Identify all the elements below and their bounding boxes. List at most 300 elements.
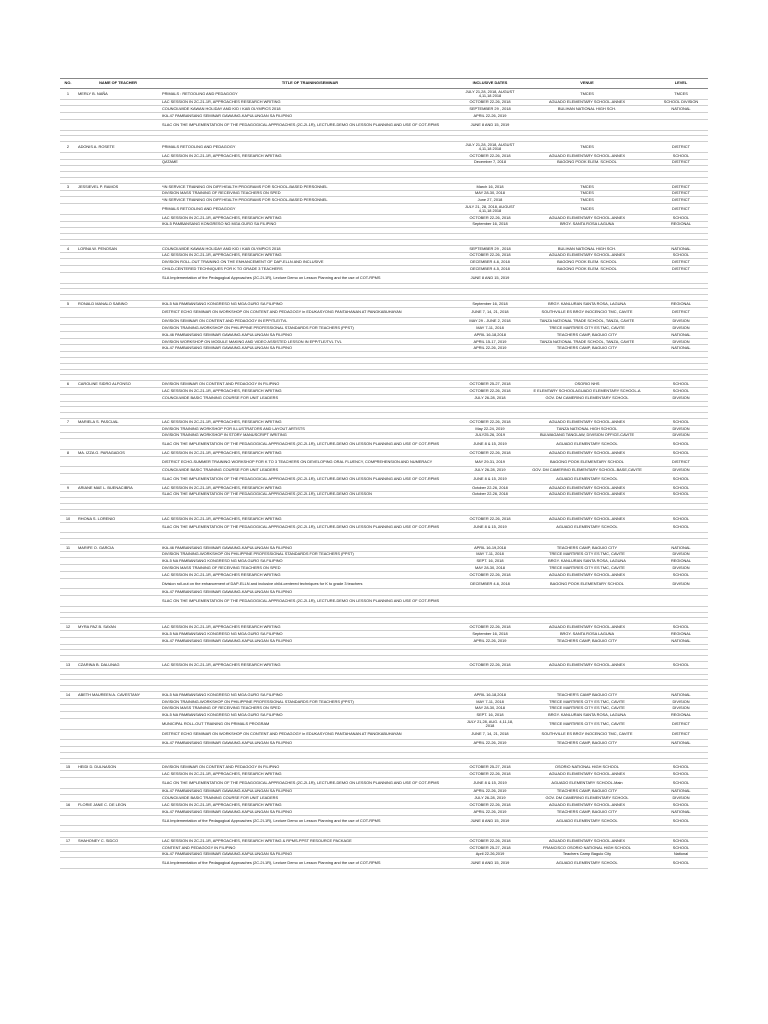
cell-training-title: IKA-47 PAMBANSANG SEMINAR GAWAING-KAPULUNGAN SA FILIPINO <box>160 345 460 352</box>
cell-no <box>60 778 76 789</box>
table-row <box>60 815 708 826</box>
cell-level: DIVISION <box>654 698 708 705</box>
cell-inclusive-dates: SEPTEMBER 29 , 2018 <box>460 245 520 252</box>
cell-no <box>60 558 76 565</box>
cell-teacher-name <box>76 578 160 589</box>
cell-training-title: LAC SESSION IN 2C-21-1R, APPROACHES, RESEARCH WRITING <box>160 802 460 809</box>
cell-inclusive-dates: MAY 7-11, 2018 <box>460 698 520 705</box>
cell-inclusive-dates: JULY 21,28, 2018, AUGUST 4,11,18 2018 <box>460 142 520 153</box>
table-row <box>60 858 708 869</box>
table-body <box>60 89 708 869</box>
cell-teacher-name: CAROLINE SIDRO ALFONSO <box>76 381 160 388</box>
cell-level: SCHOOL <box>654 764 708 771</box>
cell-level: SCHOOL <box>654 771 708 778</box>
cell-inclusive-dates: OCTOBER 22-26, 2018 <box>460 802 520 809</box>
cell-venue: BRGY. KANLURAN SANTA ROSA, LAGUNA <box>520 558 654 565</box>
cell-training-title: *IN SERVICE TRAINING ON DIFF.HEALTH PROGRAMS FOR SCHOOL-BASED PERSONNEL <box>160 197 460 204</box>
table-row <box>60 252 708 259</box>
cell-inclusive-dates: OCTOBER 22-26, 2018 <box>460 450 520 457</box>
header-venue: VENUE <box>520 79 654 89</box>
table-row <box>60 838 708 845</box>
cell-level: NATIONAL <box>654 544 708 551</box>
cell-level: TMCES <box>654 89 708 100</box>
cell-venue: TMCES <box>520 183 654 190</box>
cell-venue: BAGONG POOK ELEM. SCHOOL <box>520 266 654 273</box>
cell-inclusive-dates: DECEMBER 4-6, 2018 <box>460 259 520 266</box>
cell-level: DIVISION <box>654 425 708 432</box>
cell-no: 3 <box>60 183 76 190</box>
cell-no: 10 <box>60 515 76 522</box>
cell-inclusive-dates: JUNE 8 & 15, 2019 <box>460 474 520 485</box>
cell-teacher-name <box>76 119 160 130</box>
cell-training-title: DIVISION SEMINAR ON CONTENT AND PEDAGOGY IN FILIPINO <box>160 381 460 388</box>
cell-inclusive-dates: JUNE 7, 14, 21, 2018 <box>460 307 520 318</box>
cell-inclusive-dates: OCTOBER 22-26, 2018 <box>460 419 520 426</box>
cell-teacher-name <box>76 394 160 401</box>
cell-teacher-name: CZARINA B. DALUNAG <box>76 661 160 668</box>
cell-training-title: LAC SESSION IN 2C-21-1R, APPROACHES, RESEARCH WRITING & RPMS-PPST RESOURCE PACKAGE <box>160 838 460 845</box>
cell-level: NATIONAL <box>654 106 708 113</box>
cell-training-title: IKA-47 PAMBANSANG SEMINAR GAWAING-KAPULUNGAN SA FILIPINO <box>160 809 460 816</box>
cell-inclusive-dates: SEPTEMBER 29 , 2018 <box>460 106 520 113</box>
cell-venue: AGUADO ELEMENTARY SCHOOL-ANNEX <box>520 419 654 426</box>
cell-inclusive-dates: October 22-26, 2018 <box>460 484 520 491</box>
table-row <box>60 565 708 572</box>
cell-inclusive-dates: APRIL 22-26, 2019 <box>460 740 520 747</box>
cell-training-title: IKA-5 NA PAMBANSANG KONGRESO NG MGA GURO SA FILIPINO <box>160 691 460 698</box>
cell-training-title: LAC SESSION IN 2C-21-1R, APPROACHES, RESEARCH WRITING <box>160 214 460 221</box>
cell-no <box>60 425 76 432</box>
cell-inclusive-dates: DECEMBER 4-5, 2018 <box>460 266 520 273</box>
cell-level <box>654 119 708 130</box>
cell-venue: TMCES <box>520 190 654 197</box>
cell-level: NATIONAL <box>654 331 708 338</box>
cell-inclusive-dates: APRIL 22-26, 2019 <box>460 113 520 120</box>
cell-level: DISTRICT <box>654 190 708 197</box>
cell-venue: TRECE MARTIRES CITY ES TMC, CAVITE <box>520 719 654 730</box>
cell-level: SCHOOL <box>654 778 708 789</box>
cell-level: SCHOOL <box>654 624 708 631</box>
cell-teacher-name <box>76 456 160 467</box>
cell-teacher-name <box>76 338 160 345</box>
cell-venue: TEACHERS CAMP, BAGUIO CITY <box>520 331 654 338</box>
cell-teacher-name <box>76 204 160 215</box>
cell-teacher-name <box>76 252 160 259</box>
cell-teacher-name: RHONA S. LORENIO <box>76 515 160 522</box>
cell-inclusive-dates: MAY 28-30, 2018 <box>460 190 520 197</box>
cell-inclusive-dates: APRIL 15-17, 2019 <box>460 338 520 345</box>
cell-training-title: IKA-47 PAMBANSANG SEMINAR GAWAING-KAPULUNGAN SA FILIPINO <box>160 113 460 120</box>
cell-teacher-name: MYRA PAZ B. SAYAN <box>76 624 160 631</box>
table-row <box>60 484 708 491</box>
table-row <box>60 844 708 851</box>
cell-inclusive-dates: March 16, 2018 <box>460 183 520 190</box>
cell-training-title: DISTRICT ECHO-SUMMER TRAINING WORKSHOP FOR K TO 3 TEACHERS ON DEVELOPING ORAL FLUENCY, COMPREHENSION AND NUMERACY <box>160 456 460 467</box>
table-row <box>60 142 708 153</box>
cell-no <box>60 596 76 607</box>
cell-training-title: DIVISION MASS TRAINING OF RECEIVING TEACHERS ON SPED <box>160 565 460 572</box>
cell-training-title: IKA-47 PAMBANSANG SEMINAR GAWAING-KAPULUNGAN SA FILIPINO <box>160 851 460 858</box>
training-table <box>60 78 708 869</box>
cell-level: NATIONAL <box>654 740 708 747</box>
cell-level: SCHOOL DIVISION <box>654 99 708 106</box>
cell-training-title: LAC SESSION IN 2C-21-1R, APPROACHES RESEARCH WRITING <box>160 661 460 668</box>
table-row <box>60 450 708 457</box>
cell-training-title: DIVISION WORKSHOP ON MODULE MAKING AND VIDEO ASSISTED LESSON IN EPP/TLE/TVL TVL <box>160 338 460 345</box>
cell-level: NATIONAL <box>654 788 708 795</box>
cell-teacher-name <box>76 844 160 851</box>
cell-no: 17 <box>60 838 76 845</box>
cell-level: DISTRICT <box>654 456 708 467</box>
cell-level: DISTRICT <box>654 719 708 730</box>
table-row <box>60 318 708 325</box>
cell-no <box>60 578 76 589</box>
cell-no <box>60 844 76 851</box>
cell-training-title: LAC SESSION IN 2C-21-1R, APPROACHES, RESEARCH WRITING <box>160 771 460 778</box>
cell-level: DIVISION <box>654 578 708 589</box>
cell-level: SCHOOL <box>654 522 708 533</box>
cell-training-title: IKA-46 PAMBANSANG SEMINAR GAWAING-KAPULUNGAN SA FILIPINO <box>160 544 460 551</box>
cell-level: SCHOOL <box>654 844 708 851</box>
cell-teacher-name: HEIDI D. DULNASON <box>76 764 160 771</box>
cell-no <box>60 152 76 159</box>
cell-inclusive-dates: JULY 21,28, AUG. 4,11,18, 2018 <box>460 719 520 730</box>
cell-inclusive-dates: JULY 26-28, 2019 <box>460 795 520 802</box>
cell-venue: AGUADO ELEMENTARY SCHOOL-ANNEX <box>520 152 654 159</box>
cell-inclusive-dates: APRIL 22-26, 2019 <box>460 809 520 816</box>
cell-level: REGIONAL <box>654 712 708 719</box>
cell-venue: BULIHAN NATIONAL HIGH SCH. <box>520 245 654 252</box>
table-row <box>60 388 708 395</box>
cell-venue <box>520 119 654 130</box>
cell-no <box>60 307 76 318</box>
table-row <box>60 439 708 450</box>
cell-inclusive-dates: MAY 7-11, 2018 <box>460 551 520 558</box>
cell-teacher-name <box>76 565 160 572</box>
cell-inclusive-dates: OCTOBER 25-27, 2018 <box>460 381 520 388</box>
cell-venue: AGUADO ELEMENTARY SCHOOL <box>520 815 654 826</box>
table-row <box>60 551 708 558</box>
cell-teacher-name: ADONIS A. ROSETE <box>76 142 160 153</box>
cell-teacher-name <box>76 159 160 166</box>
cell-no <box>60 456 76 467</box>
table-row <box>60 809 708 816</box>
cell-no: 11 <box>60 544 76 551</box>
cell-venue: TANZA NATIONAL TRADE SCHOOL, TANZA, CAVITE <box>520 338 654 345</box>
cell-teacher-name <box>76 432 160 439</box>
table-row <box>60 624 708 631</box>
cell-teacher-name <box>76 719 160 730</box>
cell-inclusive-dates: APRIL 16-18,2018 <box>460 691 520 698</box>
table-row <box>60 394 708 401</box>
cell-inclusive-dates: DECEMBER 4-6, 2018 <box>460 578 520 589</box>
cell-level: NATIONAL <box>654 345 708 352</box>
cell-no <box>60 571 76 578</box>
cell-no <box>60 197 76 204</box>
cell-no <box>60 705 76 712</box>
cell-training-title: IKA-5 NA PAMBANSANG KONGRESO NG MGA GURO SA FILIPINO <box>160 300 460 307</box>
cell-no <box>60 771 76 778</box>
cell-no <box>60 522 76 533</box>
table-row <box>60 740 708 747</box>
cell-teacher-name: JESSIEVEL P. RAMOS <box>76 183 160 190</box>
cell-venue: GOV. DM CAMERINO ELEMENTARY SCHOOL <box>520 795 654 802</box>
cell-training-title: LAC SESSION IN 2C-21-1R, APPROACHES, RESEARCH WRITING <box>160 484 460 491</box>
header-dates: INCLUSIVE DATES <box>460 79 520 89</box>
cell-inclusive-dates: APRIL 22-26, 2019 <box>460 788 520 795</box>
cell-teacher-name <box>76 596 160 607</box>
cell-level: NATIONAL <box>654 637 708 644</box>
cell-level: SCHOOL <box>654 491 708 498</box>
cell-inclusive-dates: JUNE 8 AND 15, 2019 <box>460 272 520 283</box>
cell-level <box>654 272 708 283</box>
cell-inclusive-dates: OCTOBER 22-26, 2018 <box>460 388 520 395</box>
cell-venue: OSORIO NHS <box>520 381 654 388</box>
cell-training-title: DISTRICT ECHO SEMINAR ON WORKSHOP ON CONTENT AND PEDAGOGY in EDUKASYONG PANTAHANAN AT PANGKABUHAYAN <box>160 307 460 318</box>
cell-training-title: LAC SESSION IN 2C-21-1R, APPROACHES, RESEARCH WRITING <box>160 419 460 426</box>
cell-no: 16 <box>60 802 76 809</box>
cell-no <box>60 325 76 332</box>
cell-level: DIVISION <box>654 705 708 712</box>
table-row <box>60 419 708 426</box>
cell-no: 7 <box>60 419 76 426</box>
cell-level: DISTRICT <box>654 729 708 740</box>
cell-venue: TRECE MARTIRES CITY ES TMC, CAVITE <box>520 325 654 332</box>
cell-venue: AGUADO ELEMENTARY SCHOOL-ANNEX <box>520 771 654 778</box>
cell-venue: TANZA NATIONAL HIGH SCHOOL <box>520 425 654 432</box>
cell-venue <box>520 589 654 596</box>
cell-venue: AGUADO ELEMENTARY SCHOOL-ANNEX <box>520 252 654 259</box>
cell-teacher-name: RONALD MANALO SABINO <box>76 300 160 307</box>
cell-inclusive-dates: OCTOBER 22-26, 2018 <box>460 661 520 668</box>
cell-teacher-name <box>76 214 160 221</box>
cell-inclusive-dates: September 16, 2018 <box>460 221 520 228</box>
cell-no <box>60 474 76 485</box>
cell-training-title: SLAC ON THE IMPLEMENTATION OF THE PEDAGOGICAL APPROACHES (2C-2I-1R), LECTURE-DEMO ON LESSON PLANNING AND USE OF COT-RPMS <box>160 119 460 130</box>
cell-no <box>60 266 76 273</box>
cell-no <box>60 729 76 740</box>
cell-inclusive-dates: OCTOBER 22-26, 2018 <box>460 99 520 106</box>
cell-no <box>60 331 76 338</box>
cell-no <box>60 119 76 130</box>
cell-venue: AGUADO ELEMENTARY SCHOOL-ANNEX <box>520 802 654 809</box>
cell-training-title: COUNCILWIDE BASIC TRAINING COURSE FOR UNIT LEADERS <box>160 795 460 802</box>
table-row <box>60 338 708 345</box>
table-row <box>60 331 708 338</box>
cell-training-title: DIVISION MASS TRAINING OF RECEIVING TEACHERS ON SPED <box>160 190 460 197</box>
cell-teacher-name <box>76 467 160 474</box>
cell-teacher-name <box>76 522 160 533</box>
table-row <box>60 381 708 388</box>
cell-no <box>60 113 76 120</box>
cell-teacher-name <box>76 318 160 325</box>
cell-inclusive-dates: APRIL 22-26, 2019 <box>460 637 520 644</box>
cell-no <box>60 345 76 352</box>
cell-venue: AGUADO ELEMENTARY SCHOOL-ANNEX <box>520 214 654 221</box>
table-row <box>60 719 708 730</box>
cell-venue: TEACHERS CAMP, BAGUIO CITY <box>520 788 654 795</box>
cell-training-title: DIVISION TRAINING WORKSHOP IN STORY MANUSCRIPT WRITING <box>160 432 460 439</box>
cell-level: DISTRICT <box>654 159 708 166</box>
cell-no <box>60 204 76 215</box>
cell-inclusive-dates <box>460 589 520 596</box>
table-row <box>60 197 708 204</box>
table-row <box>60 712 708 719</box>
table-row <box>60 661 708 668</box>
cell-level: SCHOOL <box>654 802 708 809</box>
cell-no <box>60 491 76 498</box>
cell-training-title: QATAME <box>160 159 460 166</box>
cell-teacher-name <box>76 106 160 113</box>
table-row <box>60 432 708 439</box>
cell-venue: AGUADO ELEMENTARY SCHOOL-ANNEX <box>520 838 654 845</box>
cell-no <box>60 388 76 395</box>
cell-level: DIVISION <box>654 432 708 439</box>
cell-no <box>60 318 76 325</box>
table-row <box>60 152 708 159</box>
cell-training-title: PRIMALS RETOOLING AND PEDAGOGY <box>160 142 460 153</box>
cell-teacher-name <box>76 331 160 338</box>
cell-teacher-name <box>76 388 160 395</box>
cell-training-title: SLAC ON THE IMPLEMENTATION OF THE PEDAGOGICAL APPROACHES (2C-2I-1R), LECTURE-DEMO ON LESSON PLANNING AND USE OF COT-RPMS <box>160 778 460 789</box>
cell-teacher-name <box>76 858 160 869</box>
table-row <box>60 456 708 467</box>
cell-teacher-name: MERLY B. NAÑA <box>76 89 160 100</box>
cell-level: SCHOOL <box>654 419 708 426</box>
cell-level: DIVISION <box>654 565 708 572</box>
cell-inclusive-dates: JUNE 8 & 15, 2019 <box>460 439 520 450</box>
cell-venue <box>520 113 654 120</box>
table-row <box>60 325 708 332</box>
cell-venue: TMCES <box>520 142 654 153</box>
cell-venue: AGUADO ELEMENTARY SCHOOL <box>520 474 654 485</box>
cell-training-title: SLAC ON THE IMPLEMENTATION OF THE PEDAGOGICAL APPROACHES (2C-2I-1R), LECTURE-DEMO ON LESSON PLANNING AND USE OF COT-RPMS <box>160 439 460 450</box>
cell-level: NATIONAL <box>654 691 708 698</box>
cell-venue: TRECE MARTIRES CITY ES TMC, CAVITE <box>520 698 654 705</box>
cell-venue: BRGY. SANTA ROSA LAGUNA <box>520 630 654 637</box>
cell-training-title: LAC SESSION IN 2C-21-1R, APPROACHES, RESEARCH WRITING <box>160 152 460 159</box>
cell-teacher-name <box>76 345 160 352</box>
cell-level: REGIONAL <box>654 558 708 565</box>
cell-training-title: PRIMALS RETOOLING AND PEDAGOGY <box>160 204 460 215</box>
cell-level: DIVISION <box>654 325 708 332</box>
table-row <box>60 788 708 795</box>
cell-training-title: IKA-5 NA PAMBANSANG KONGRESO NG MGA GURO SA FILIPINO <box>160 712 460 719</box>
cell-no <box>60 159 76 166</box>
cell-inclusive-dates: OCTOBER 22-26, 2018 <box>460 152 520 159</box>
cell-no: 6 <box>60 381 76 388</box>
table-row <box>60 245 708 252</box>
cell-training-title: LAC SESSION IN 2C-21-1R, APPROACHES, RESEARCH WRITING <box>160 450 460 457</box>
cell-level: NATIONAL <box>654 809 708 816</box>
cell-teacher-name <box>76 637 160 644</box>
cell-inclusive-dates: MAY 7-11, 2018 <box>460 325 520 332</box>
cell-no <box>60 221 76 228</box>
cell-level: REGIONAL <box>654 221 708 228</box>
table-row <box>60 266 708 273</box>
cell-inclusive-dates: September 16, 2018 <box>460 300 520 307</box>
header-level: LEVEL <box>654 79 708 89</box>
cell-training-title: LAC SESSION IN 2C-21-1R, APPROACHES, RESEARCH WRITING <box>160 252 460 259</box>
cell-level: DISTRICT <box>654 266 708 273</box>
cell-venue: AGUADO ELEMENTARY SCHOOL-Main <box>520 778 654 789</box>
table-row <box>60 345 708 352</box>
cell-training-title: COUNCILWIDE KAWAN HOLIDAY AND KID / KAB OLYMPICS 2018 <box>160 106 460 113</box>
cell-teacher-name <box>76 851 160 858</box>
cell-venue: GOV. DM CAMERINO ELEMENTARY SCHOOL <box>520 394 654 401</box>
cell-no <box>60 565 76 572</box>
cell-no <box>60 630 76 637</box>
table-row <box>60 571 708 578</box>
cell-level: REGIONAL <box>654 630 708 637</box>
cell-venue: AGUADO ELEMENTARY SCHOOL-ANNEX <box>520 99 654 106</box>
cell-inclusive-dates: May 22-24, 2019 <box>460 425 520 432</box>
cell-teacher-name <box>76 630 160 637</box>
cell-teacher-name: MA. IZZA G. PARAGADOS <box>76 450 160 457</box>
cell-venue: TEACHERS CAMP, BAGUIO CITY <box>520 740 654 747</box>
cell-training-title: *IN SERVICE TRAINING ON DIFF.HEALTH PROGRAMS FOR SCHOOL-BASED PERSONNEL <box>160 183 460 190</box>
cell-teacher-name: LORNA W. PENOSAN <box>76 245 160 252</box>
cell-inclusive-dates: OCTOBER 25-27, 2018 <box>460 764 520 771</box>
table-row <box>60 119 708 130</box>
cell-inclusive-dates: OCTOBER 22-26, 2018 <box>460 838 520 845</box>
cell-venue: AGUADO ELEMENTARY SCHOOL <box>520 522 654 533</box>
cell-training-title: IKA-47 PAMBANSANG SEMINAR GAWAING-KAPULUNGAN SA FILIPINO <box>160 788 460 795</box>
cell-no <box>60 214 76 221</box>
cell-venue: TEACHER'S CAMP BAGUIO CITY <box>520 691 654 698</box>
table-row <box>60 558 708 565</box>
cell-venue: BRGY. KANLURAN SANTA ROSA, LAGUNA <box>520 712 654 719</box>
cell-inclusive-dates: JULY 21, 28, 2018, AUGUST 4,11,18 2018 <box>460 204 520 215</box>
cell-training-title: DIVISION TRAINING-WORKSHOP ON PHILIPPINE PROFESSIONAL STANDARDS FOR TEACHERS (PPST) <box>160 698 460 705</box>
cell-teacher-name: ARIANE MAE L. BUENACIBRA <box>76 484 160 491</box>
cell-no <box>60 272 76 283</box>
cell-teacher-name <box>76 740 160 747</box>
cell-teacher-name <box>76 571 160 578</box>
cell-no: 13 <box>60 661 76 668</box>
cell-inclusive-dates: JUNE 8 & 15, 2019 <box>460 778 520 789</box>
cell-venue: TMCES <box>520 89 654 100</box>
cell-training-title: SLAC ON THE IMPLEMENTATION OF THE PEDAGOGICAL APPROACHES (2C-2I-1R), LECTURE-DEMO ON LESSON PLANNING AND USE OF COT-RPMS <box>160 474 460 485</box>
cell-teacher-name <box>76 788 160 795</box>
header-no: NO. <box>60 79 76 89</box>
cell-venue: TMCES <box>520 197 654 204</box>
cell-inclusive-dates: OCTOBER 22-26, 2018 <box>460 214 520 221</box>
cell-inclusive-dates: SEPT. 16, 2018 <box>460 558 520 565</box>
table-row <box>60 630 708 637</box>
cell-venue: BRGY. KANLURAN SANTA ROSA, LAGUNA <box>520 300 654 307</box>
cell-training-title: SLAC ON THE IMPLEMENTATION OF THE PEDAGOGICAL APPROACHES (2C-2I-1R), LECTURE-DEMO ON LESSON PLANNING AND USE OF COT-RPMS <box>160 522 460 533</box>
cell-teacher-name <box>76 729 160 740</box>
cell-level: SCHOOL <box>654 381 708 388</box>
cell-inclusive-dates: APRIL 16-18,2018 <box>460 331 520 338</box>
cell-teacher-name <box>76 589 160 596</box>
cell-venue: TEACHERS CAMP, BAGUIO CITY <box>520 637 654 644</box>
cell-inclusive-dates: JULY 26-28, 2018 <box>460 394 520 401</box>
cell-level: SCHOOL <box>654 450 708 457</box>
cell-venue: TRECE MARTIRES CITY ES TMC, CAVITE <box>520 705 654 712</box>
cell-no <box>60 788 76 795</box>
cell-level <box>654 113 708 120</box>
cell-venue: BAGONG POOK ELEMENTARY SCHOOL <box>520 456 654 467</box>
cell-teacher-name <box>76 259 160 266</box>
cell-level: DIVISION <box>654 394 708 401</box>
cell-training-title: DIVISION ROLL-OUT TRAINING ON THE ENHANCEMENT OF DAP-ELLN AND INCLUSIVE <box>160 259 460 266</box>
cell-training-title: SLA Implementation of the Pedagogical Approaches (2C-2I-1R), Lecture Demo on Lesson Planning and the use of COT-RPMS <box>160 858 460 869</box>
table-row <box>60 515 708 522</box>
cell-level: SCHOOL <box>654 474 708 485</box>
cell-training-title: LAC SESSION IN 2C-21-1R, APPROACHES RESEARCH WRITING <box>160 99 460 106</box>
